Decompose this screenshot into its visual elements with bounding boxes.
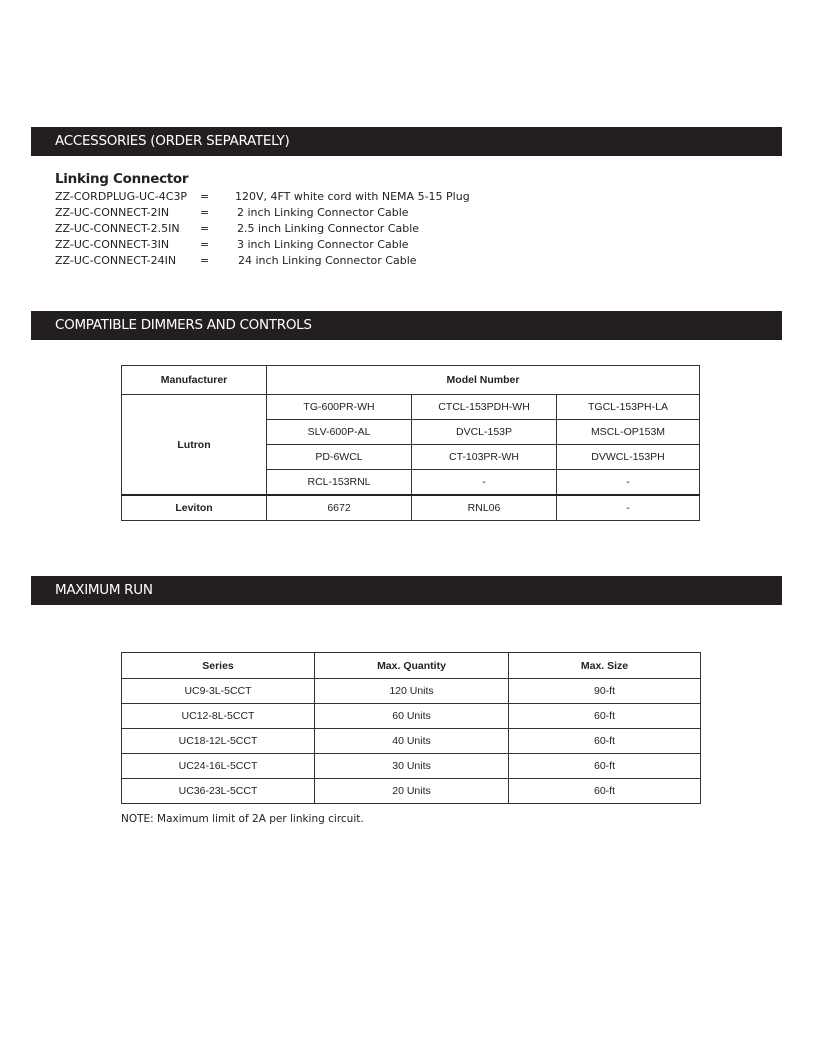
model-cell: CTCL-153PDH-WH (412, 395, 557, 420)
model-cell: SLV-600P-AL (267, 420, 412, 445)
accessory-item (55, 253, 555, 269)
table-header-row (122, 366, 700, 395)
model-cell: PD-6WCL (267, 445, 412, 470)
accessory-code: ZZ-UC-CONNECT-3IN (55, 238, 170, 251)
table-row (122, 754, 701, 779)
size-cell: 90-ft (509, 679, 701, 704)
accessory-item (55, 237, 555, 253)
column-header: Model Number (267, 366, 700, 395)
size-cell: 60-ft (509, 779, 701, 804)
dimmers-table (121, 365, 700, 521)
accessory-item (55, 221, 555, 237)
model-cell: DVWCL-153PH (557, 445, 700, 470)
accessory-code: ZZ-CORDPLUG-UC-4C3P (55, 190, 188, 203)
model-cell: 6672 (267, 495, 412, 521)
quantity-cell: 40 Units (315, 729, 509, 754)
table-row (122, 395, 700, 420)
series-cell: UC24-16L-5CCT (122, 754, 315, 779)
quantity-cell: 60 Units (315, 704, 509, 729)
series-cell: UC12-8L-5CCT (122, 704, 315, 729)
max-run-note: NOTE: Maximum limit of 2A per linking circuit. (121, 813, 364, 825)
model-cell: - (557, 470, 700, 496)
accessory-description: 2.5 inch Linking Connector Cable (237, 222, 420, 235)
size-cell: 60-ft (509, 754, 701, 779)
manufacturer-cell: Lutron (122, 395, 267, 496)
quantity-cell: 30 Units (315, 754, 509, 779)
equals-sign: = (200, 206, 210, 219)
series-cell: UC18-12L-5CCT (122, 729, 315, 754)
series-cell: UC9-3L-5CCT (122, 679, 315, 704)
column-header: Max. Size (509, 653, 701, 679)
model-cell: RNL06 (412, 495, 557, 521)
table-row (122, 495, 700, 521)
accessory-description: 120V, 4FT white cord with NEMA 5-15 Plug (235, 190, 470, 203)
quantity-cell: 20 Units (315, 779, 509, 804)
model-cell: CT-103PR-WH (412, 445, 557, 470)
table-row (122, 779, 701, 804)
model-cell: DVCL-153P (412, 420, 557, 445)
accessory-description: 24 inch Linking Connector Cable (238, 254, 417, 267)
equals-sign: = (200, 222, 210, 235)
table-row (122, 679, 701, 704)
accessory-code: ZZ-UC-CONNECT-2.5IN (55, 222, 180, 235)
table-header-row (122, 653, 701, 679)
manufacturer-cell: Leviton (122, 495, 267, 521)
equals-sign: = (200, 238, 210, 251)
quantity-cell: 120 Units (315, 679, 509, 704)
accessory-item (55, 205, 555, 221)
accessory-item (55, 189, 555, 205)
accessory-description: 2 inch Linking Connector Cable (237, 206, 409, 219)
model-cell: RCL-153RNL (267, 470, 412, 496)
equals-sign: = (200, 254, 210, 267)
max-run-table (121, 652, 701, 804)
accessory-description: 3 inch Linking Connector Cable (237, 238, 409, 251)
size-cell: 60-ft (509, 729, 701, 754)
model-cell: TG-600PR-WH (267, 395, 412, 420)
series-cell: UC36-23L-5CCT (122, 779, 315, 804)
column-header: Max. Quantity (315, 653, 509, 679)
equals-sign: = (200, 190, 210, 203)
table-row (122, 729, 701, 754)
size-cell: 60-ft (509, 704, 701, 729)
model-cell: MSCL-OP153M (557, 420, 700, 445)
accessory-code: ZZ-UC-CONNECT-24IN (55, 254, 177, 267)
section-header-max-run: MAXIMUM RUN (31, 576, 782, 605)
model-cell: - (557, 495, 700, 521)
table-row (122, 704, 701, 729)
column-header: Manufacturer (122, 366, 267, 395)
column-header: Series (122, 653, 315, 679)
linking-connector-heading: Linking Connector (55, 171, 189, 187)
section-header-accessories: ACCESSORIES (ORDER SEPARATELY) (31, 127, 782, 156)
section-header-dimmers: COMPATIBLE DIMMERS AND CONTROLS (31, 311, 782, 340)
model-cell: - (412, 470, 557, 496)
accessory-code: ZZ-UC-CONNECT-2IN (55, 206, 170, 219)
model-cell: TGCL-153PH-LA (557, 395, 700, 420)
